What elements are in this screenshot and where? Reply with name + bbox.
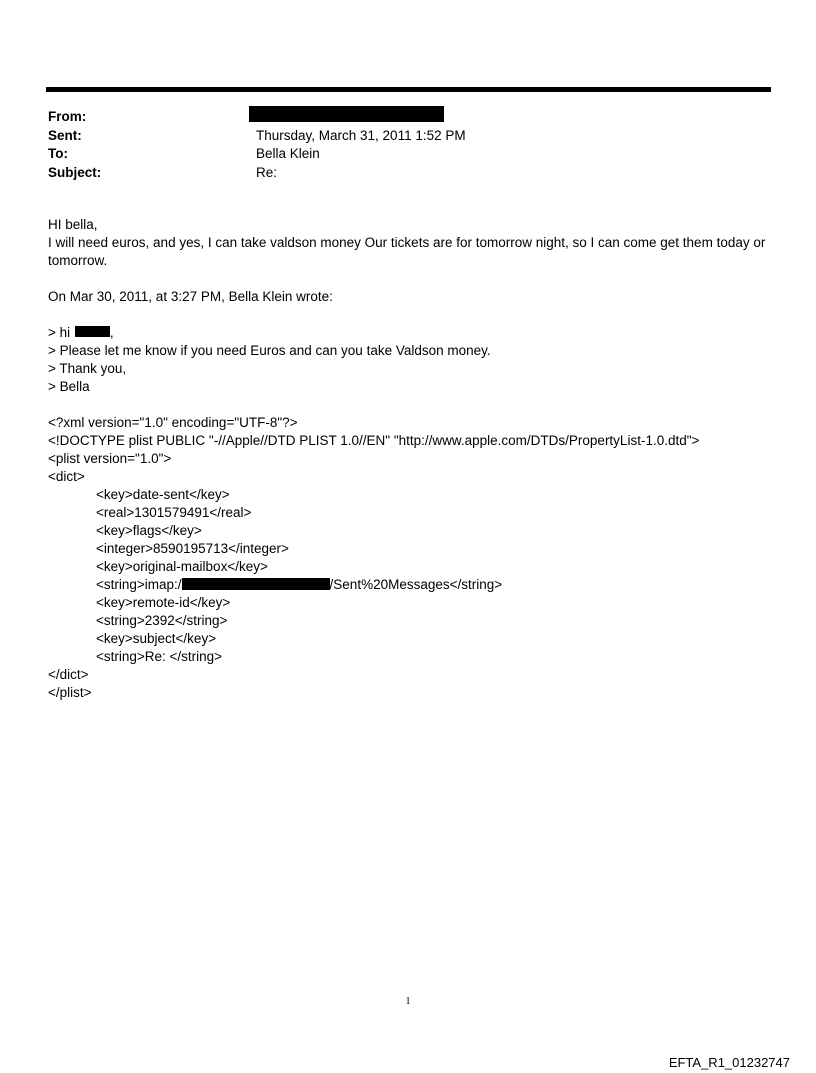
message-line: I will need euros, and yes, I can take valdson money Our tickets are for tomorrow night, so I can come get them today or tomorrow.: [48, 235, 766, 268]
plist-line: </plist>: [48, 685, 92, 700]
quote-hi: > hi: [48, 325, 71, 340]
redaction-block: [249, 106, 444, 122]
plist-line: <!DOCTYPE plist PUBLIC "-//Apple//DTD PLIST 1.0//EN" "http://www.apple.com/DTDs/PropertyList-1.0.dtd">: [48, 433, 700, 448]
to-value: Bella Klein: [256, 146, 320, 161]
sent-value: Thursday, March 31, 2011 1:52 PM: [256, 127, 466, 143]
document-id: EFTA_R1_01232747: [668, 1055, 790, 1070]
plist-line: <key>subject</key>: [96, 631, 217, 646]
header-divider: [46, 87, 771, 92]
sent-label: Sent:: [48, 127, 82, 143]
quote-line: > Bella: [48, 379, 90, 394]
to-label: To:: [48, 146, 68, 161]
plist-line: <real>1301579491</real>: [96, 505, 252, 520]
from-value: [256, 108, 768, 127]
redaction-block: [182, 578, 330, 590]
plist-line: <key>flags</key>: [96, 523, 202, 538]
redaction-block: [75, 326, 110, 337]
email-body: [48, 216, 778, 702]
plist-line: <integer>8590195713</integer>: [96, 541, 289, 556]
page-number: 1: [405, 996, 411, 1007]
plist-line: <key>date-sent</key>: [96, 487, 230, 502]
subject-value: Re:: [256, 164, 278, 180]
quote-line: [48, 324, 778, 342]
subject-label: Subject:: [48, 164, 102, 180]
plist-line: <plist version="1.0">: [48, 451, 172, 466]
imap-suffix: /Sent%20Messages</string>: [329, 577, 503, 592]
plist-line: </dict>: [48, 667, 89, 682]
quote-comma: ,: [109, 325, 114, 340]
from-row: [48, 108, 768, 127]
from-label: From:: [48, 109, 87, 124]
quote-intro: On Mar 30, 2011, at 3:27 PM, Bella Klein wrote:: [48, 289, 333, 304]
to-row: [48, 145, 768, 164]
sent-row: [48, 127, 768, 146]
quote-line: > Please let me know if you need Euros and can you take Valdson money.: [48, 343, 491, 358]
subject-row: [48, 164, 768, 183]
quote-line: > Thank you,: [48, 361, 127, 376]
plist-line: <dict>: [48, 469, 85, 484]
plist-line: [48, 576, 778, 594]
plist-line: <key>original-mailbox</key>: [96, 559, 268, 574]
email-header: [48, 108, 768, 182]
plist-line: <key>remote-id</key>: [96, 595, 231, 610]
plist-line: <string>Re: </string>: [96, 649, 223, 664]
greeting: HI bella,: [48, 217, 98, 232]
imap-prefix: <string>imap:/: [96, 577, 182, 592]
plist-line: <string>2392</string>: [96, 613, 228, 628]
plist-line: <?xml version="1.0" encoding="UTF-8"?>: [48, 415, 298, 430]
